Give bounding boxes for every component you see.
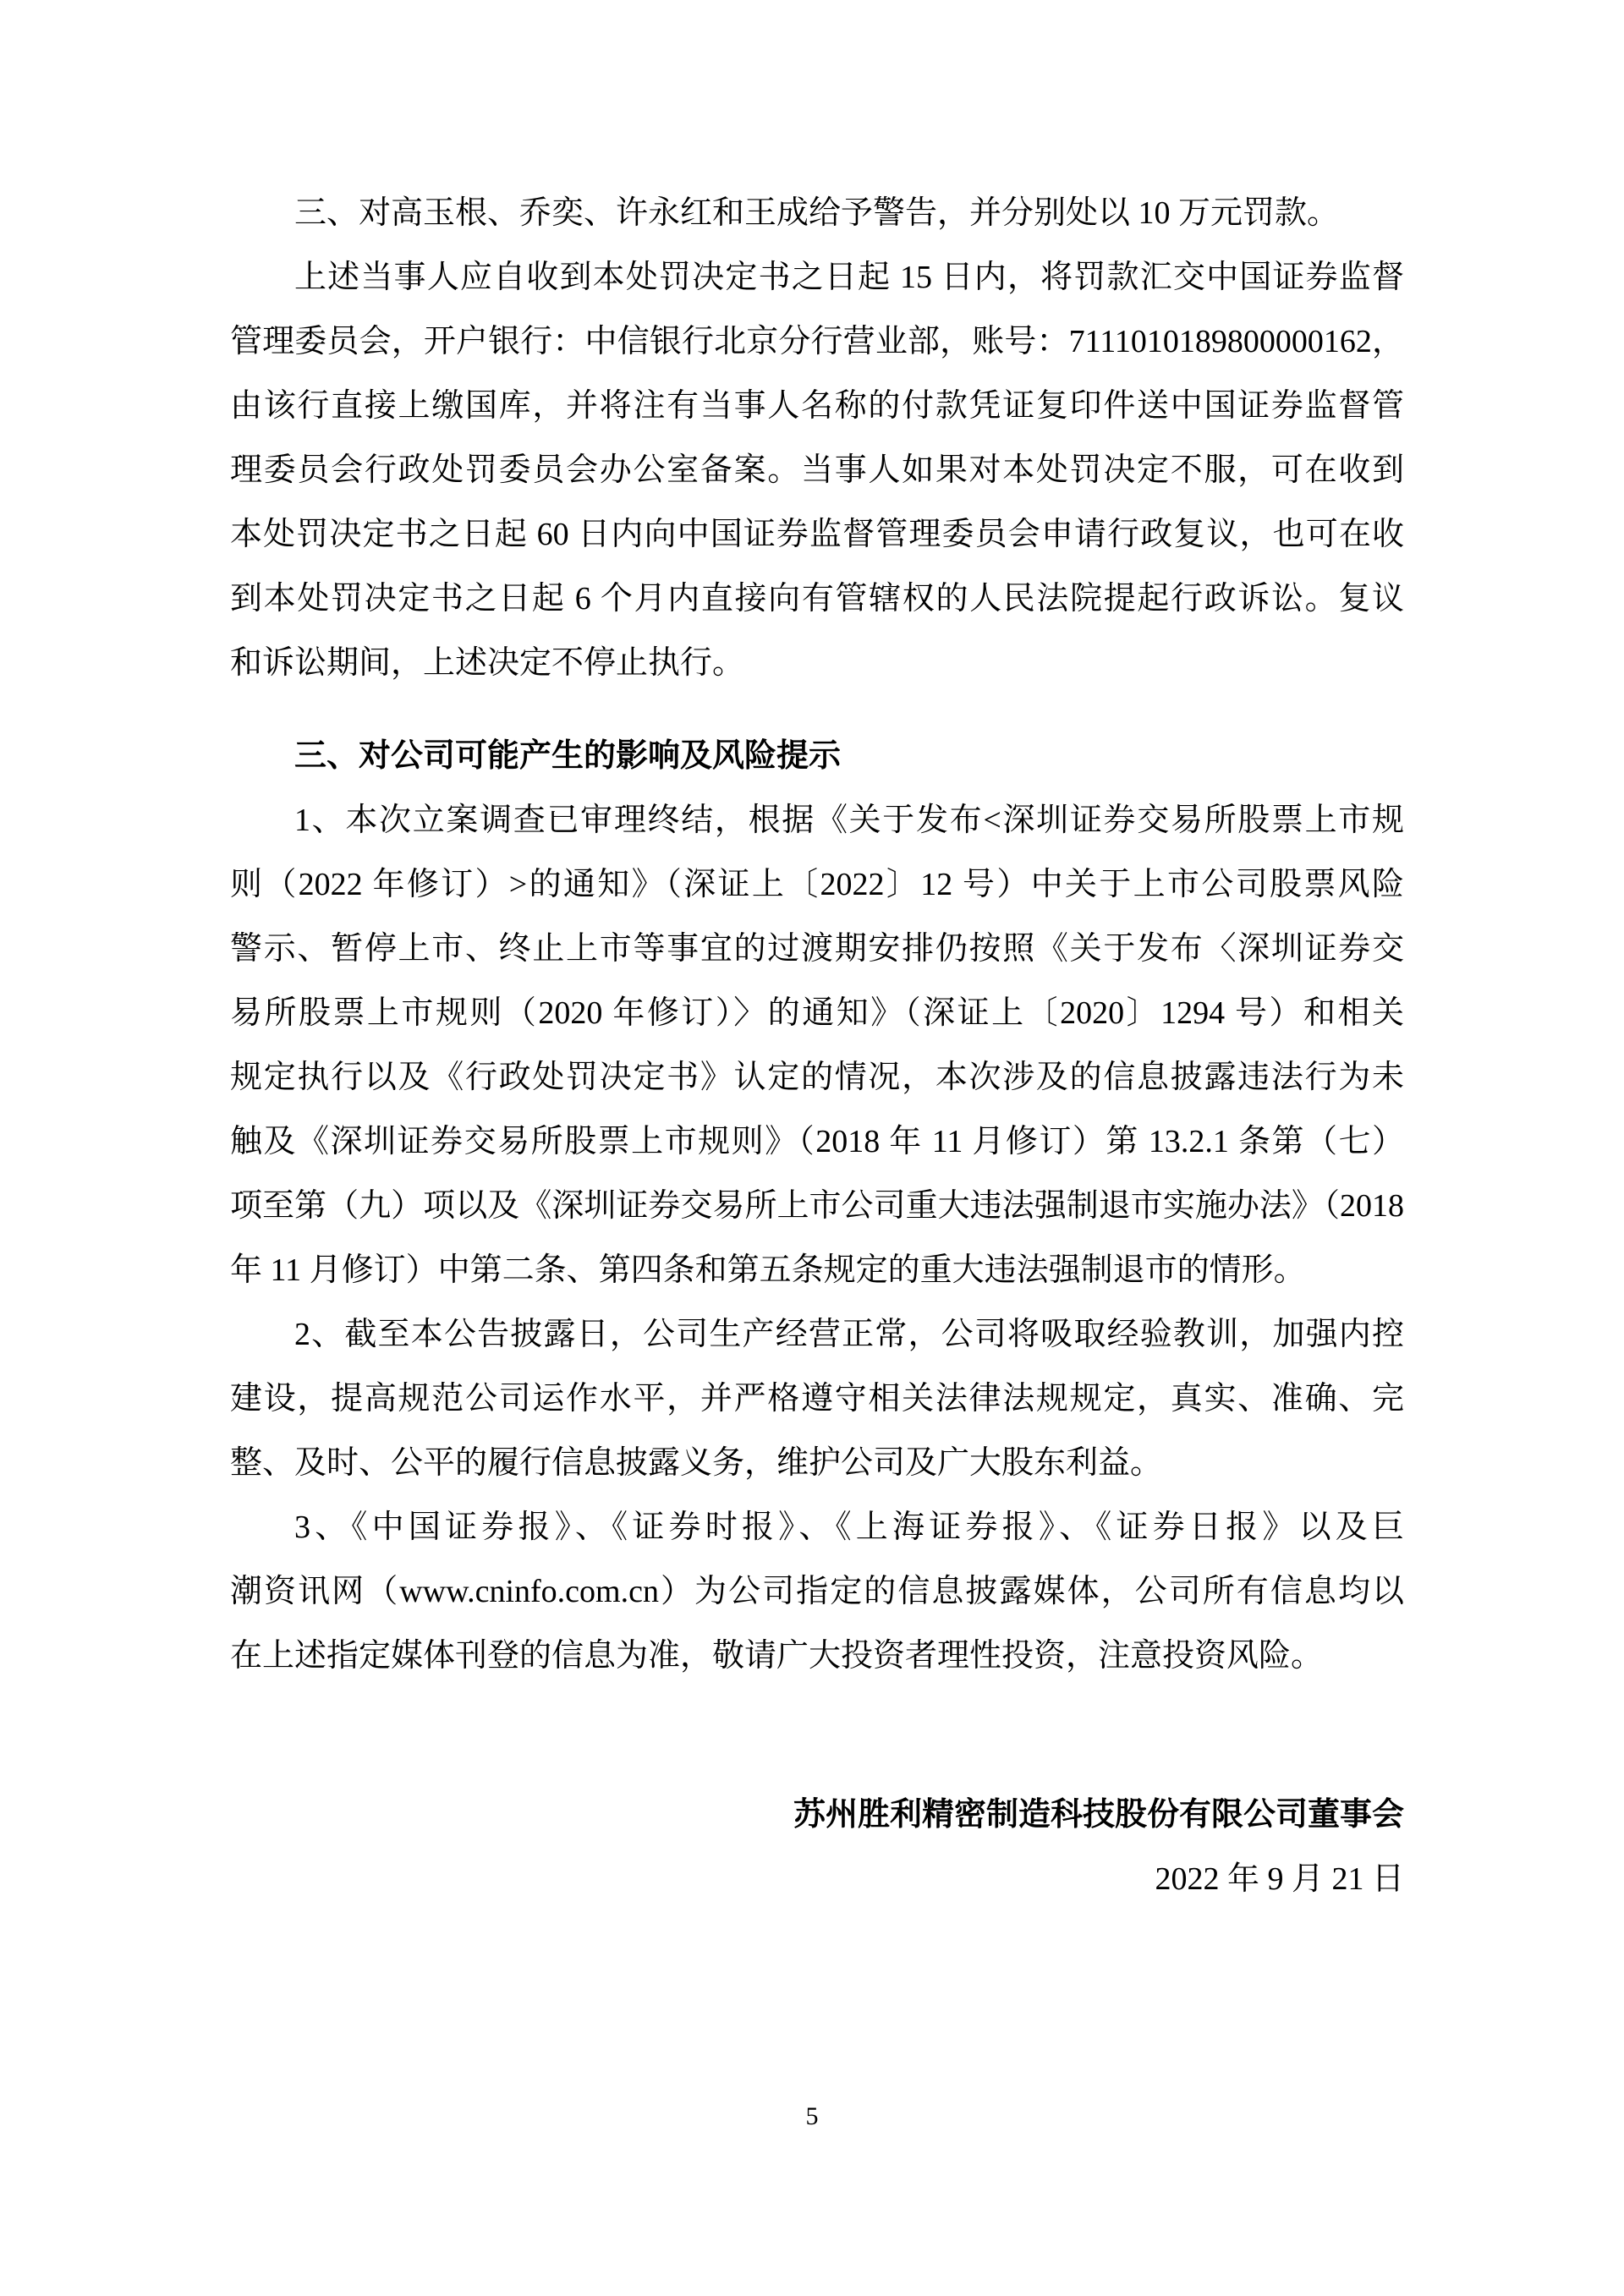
- text-line: 触及《深圳证券交易所股票上市规则》（2018 年 11 月修订）第 13.2.1 条第（七）: [230, 1124, 1404, 1159]
- section-heading: 三、对公司可能产生的影响及风险提示: [294, 738, 842, 774]
- text-line: 则（2022 年修订）>的通知》（深证上〔2022〕12 号）中关于上市公司股票风险: [230, 867, 1404, 902]
- text-line: 管理委员会，开户银行：中信银行北京分行营业部，账号：7111010189800000162，: [230, 324, 1404, 359]
- text-line: 和诉讼期间，上述决定不停止执行。: [230, 645, 745, 681]
- paragraph: [230, 245, 1404, 695]
- text-line: 年 11 月修订）中第二条、第四条和第五条规定的重大违法强制退市的情形。: [230, 1252, 1306, 1288]
- text-line: 项至第（九）项以及《深圳证券交易所上市公司重大违法强制退市实施办法》（2018: [230, 1188, 1404, 1224]
- text-line: 由该行直接上缴国库，并将注有当事人名称的付款凭证复印件送中国证券监督管: [230, 388, 1404, 424]
- date-line: 2022 年 9 月 21 日: [1155, 1861, 1404, 1897]
- signature-line: 苏州胜利精密制造科技股份有限公司董事会: [793, 1797, 1404, 1833]
- paragraph: [230, 1302, 1404, 1495]
- text-line: 本处罚决定书之日起 60 日内向中国证券监督管理委员会申请行政复议，也可在收: [230, 517, 1404, 552]
- text-line: 易所股票上市规则（2020 年修订）〉的通知》（深证上〔2020〕1294 号）和相关: [230, 995, 1404, 1031]
- page-number: 5: [805, 2102, 819, 2130]
- text-line: 警示、暂停上市、终止上市等事宜的过渡期安排仍按照《关于发布〈深圳证券交: [230, 931, 1404, 967]
- signature-block: [230, 1783, 1404, 1847]
- text-line: 3、《中国证券报》、《证券时报》、《上海证券报》、《证券日报》以及巨: [294, 1510, 1404, 1545]
- document-body: [230, 181, 1404, 1911]
- text-line: 1、本次立案调查已审理终结，根据《关于发布<深圳证券交易所股票上市规: [294, 803, 1404, 838]
- heading-block: [230, 724, 1404, 788]
- paragraph: [230, 788, 1404, 1302]
- text-line: 规定执行以及《行政处罚决定书》认定的情况，本次涉及的信息披露违法行为未: [230, 1060, 1404, 1095]
- paragraph: [230, 181, 1404, 245]
- text-line: 2、截至本公告披露日，公司生产经营正常，公司将吸取经验教训，加强内控: [294, 1317, 1404, 1352]
- paragraph: [230, 1495, 1404, 1688]
- date-block: [230, 1847, 1404, 1911]
- text-line: 潮资讯网（www.cninfo.com.cn）为公司指定的信息披露媒体，公司所有信息均以: [230, 1574, 1404, 1609]
- text-line: 到本处罚决定书之日起 6 个月内直接向有管辖权的人民法院提起行政诉讼。复议: [230, 581, 1404, 616]
- text-line: 三、对高玉根、乔奕、许永红和王成给予警告，并分别处以 10 万元罚款。: [294, 195, 1340, 231]
- text-line: 建设，提高规范公司运作水平，并严格遵守相关法律法规规定，真实、准确、完: [230, 1381, 1404, 1417]
- text-line: 整、及时、公平的履行信息披露义务，维护公司及广大股东利益。: [230, 1445, 1163, 1481]
- text-line: 理委员会行政处罚委员会办公室备案。当事人如果对本处罚决定不服，可在收到: [230, 452, 1404, 488]
- text-line: 上述当事人应自收到本处罚决定书之日起 15 日内，将罚款汇交中国证券监督: [294, 260, 1404, 295]
- text-line: 在上述指定媒体刊登的信息为准，敬请广大投资者理性投资，注意投资风险。: [230, 1638, 1324, 1674]
